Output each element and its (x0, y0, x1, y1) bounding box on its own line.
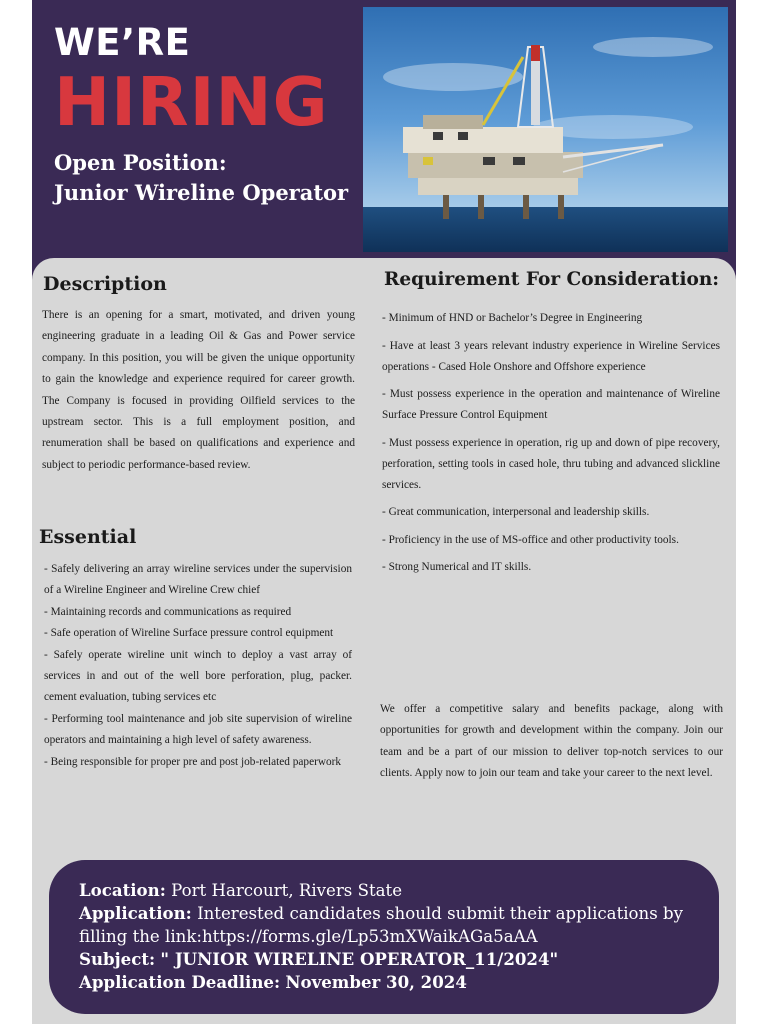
essential-item: - Performing tool maintenance and job site supervision of wireline operators and maintaining a high level of safety awareness. (44, 712, 352, 747)
subject-line (79, 948, 699, 971)
open-position-block (54, 148, 374, 208)
requirement-item: - Strong Numerical and IT skills. (382, 561, 532, 573)
offshore-oil-rig-photo (363, 7, 728, 252)
essential-list (44, 559, 352, 773)
were-heading: WE’RE (54, 21, 191, 64)
requirement-item: - Have at least 3 years relevant industry experience in Wireline Services operations - Cased Hole Onshore and Offshore experience (382, 339, 720, 373)
essential-item: - Maintaining records and communications as required (44, 605, 292, 618)
essential-heading: Essential (39, 526, 137, 548)
position-title: Junior Wireline Operator (54, 180, 349, 205)
location-label: Location: (79, 880, 166, 900)
requirement-item: - Proficiency in the use of MS-office and other productivity tools. (382, 533, 679, 546)
application-value: Interested candidates should submit their applications by (197, 904, 684, 923)
location-value: Port Harcourt, Rivers State (171, 881, 403, 900)
deadline-value: November 30, 2024 (285, 972, 467, 992)
requirements-list (382, 308, 720, 585)
application-line (79, 902, 699, 925)
description-text: There is an opening for a smart, motivated, and driven young engineering graduate in a leading Oil & Gas and Power service company. In this position, you will be given the unique opportunity to gain the knowledge and experience required for career growth. The Company is focused in providing Oilfield services to the upstream sector. This is a full employment position, and renumeration shall be based on qualifications and experience and subject to periodic performance-based review. (42, 309, 355, 471)
essential-item: - Being responsible for proper pre and post job-related paperwork (44, 755, 342, 768)
hiring-poster (32, 0, 736, 1024)
essential-item: - Safely operate wireline unit winch to deploy a vast array of services in and out of the well bore perforation, plug, packer. cement evaluation, tubing services etc (44, 648, 352, 704)
requirement-item: - Must possess experience in the operation and maintenance of Wireline Surface Pressure Control Equipment (382, 388, 720, 421)
requirement-item: - Minimum of HND or Bachelor’s Degree in Engineering (382, 312, 643, 324)
offer-text: We offer a competitive salary and benefits package, along with opportunities for growth and development within the company. Join our team and be a part of our mission to deliver top-notch services to our clients. Apply now to join our team and take your career to the next level. (380, 703, 723, 780)
oil-rig-illustration (363, 7, 728, 252)
essential-item: - Safe operation of Wireline Surface pressure control equipment (44, 627, 334, 640)
requirements-heading: Requirement For Consideration: (384, 269, 720, 290)
application-info-box (49, 860, 719, 1014)
header-block (54, 21, 374, 208)
open-position-label: Open Position: (54, 150, 227, 175)
requirement-item: - Must possess experience in operation, rig up and down of pipe recovery, perforation, setting tools in cased hole, thru tubing and advanced slickline services. (382, 436, 720, 491)
location-line (79, 879, 699, 902)
subject-label: Subject: (79, 949, 156, 969)
deadline-label: Application Deadline: (79, 972, 281, 992)
essential-item: - Safely delivering an array wireline services under the supervision of a Wireline Engineer and Wireline Crew chief (44, 563, 352, 597)
subject-value: " JUNIOR WIRELINE OPERATOR_11/2024" (160, 949, 559, 969)
hiring-heading: HIRING (54, 63, 329, 141)
requirement-item: - Great communication, interpersonal and leadership skills. (382, 506, 650, 518)
description-heading: Description (43, 273, 167, 295)
application-link[interactable]: filling the link:https://forms.gle/Lp53mXWaikAGa5aAA (79, 927, 538, 946)
application-label: Application: (79, 903, 192, 923)
deadline-line (79, 971, 699, 994)
